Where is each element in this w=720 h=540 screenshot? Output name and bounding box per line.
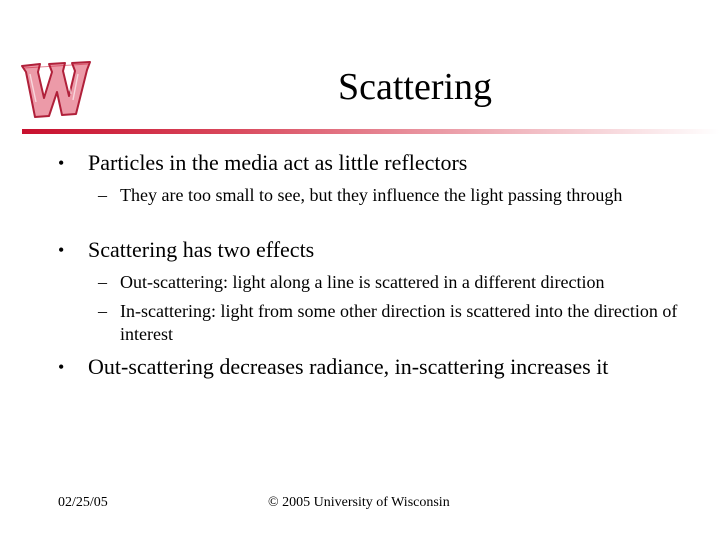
title-divider	[22, 129, 720, 134]
dash-glyph: –	[98, 301, 107, 321]
dash-glyph: –	[98, 185, 107, 205]
bullet-text: Out-scattering decreases radiance, in-scattering increases it	[88, 354, 609, 379]
slide-title: Scattering	[337, 66, 493, 108]
bullet-glyph: •	[58, 153, 65, 173]
university-w-logo	[18, 52, 96, 122]
sub-bullet-text: They are too small to see, but they influence the light passing through	[120, 185, 623, 205]
bullet-text: Scattering has two effects	[88, 237, 315, 262]
sub-bullet-text: In-scattering: light from some other direction is scattered into the direction of interest	[120, 301, 678, 344]
bullet-text: Particles in the media act as little reflectors	[88, 150, 468, 175]
footer-date: 02/25/05	[58, 495, 108, 510]
bullet-glyph: •	[58, 240, 65, 260]
footer-copyright: © 2005 University of Wisconsin	[268, 495, 450, 510]
sub-bullet-text: Out-scattering: light along a line is scattered in a different direction	[120, 272, 605, 292]
bullet-glyph: •	[58, 357, 65, 377]
dash-glyph: –	[98, 272, 107, 292]
